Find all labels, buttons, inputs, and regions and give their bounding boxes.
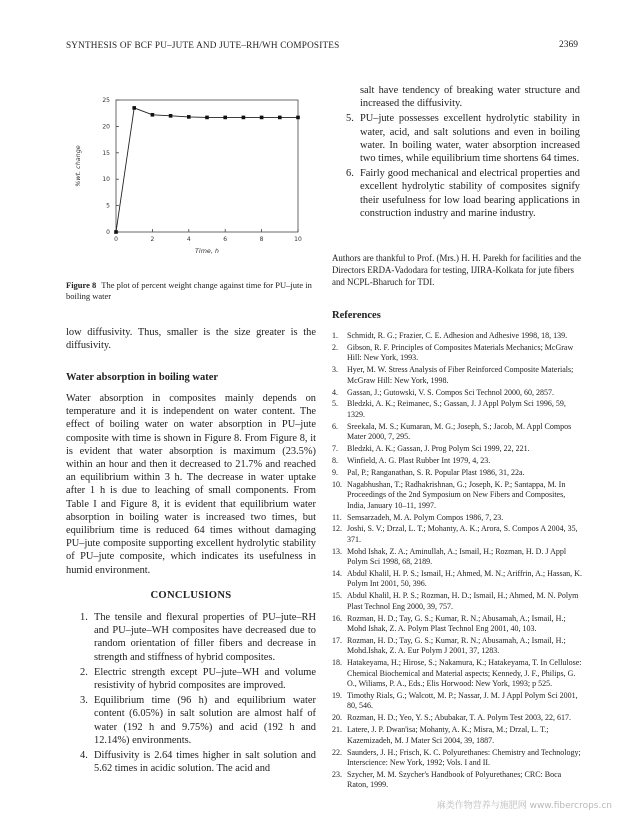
reference-item [332, 343, 582, 364]
running-title: SYNTHESIS OF BCF PU–JUTE AND JUTE–RH/WH COMPOSITES [66, 40, 340, 50]
reference-text: Semsarzadeh, M. A. Polym Compos 1986, 7, 23. [347, 512, 504, 522]
watermark-text: 麻类作物营养与施肥网 www.fibercrops.cn [436, 801, 612, 811]
reference-number: 2. [332, 342, 338, 352]
conclusion-number: 2. [80, 666, 88, 678]
figure-caption-text: The plot of percent weight change against time for PU–jute in boiling water [66, 280, 312, 301]
x-tick-label: 6 [223, 236, 228, 243]
references-heading: References [332, 310, 381, 321]
data-point [223, 116, 227, 120]
conclusion-number: 3. [80, 695, 88, 707]
reference-number: 20. [332, 713, 342, 723]
reference-text: Joshi, S. V.; Drzal, L. T.; Mohanty, A. K.; Arora, S. Compos A 2004, 35, 371. [347, 524, 578, 544]
reference-item [332, 591, 582, 612]
reference-text: Latere, J. P. Dwan'isa; Mohanty, A. K.; Misra, M.; Drzal, L. T.; Kazemizadeh, M. J Mater Sci 2004, 39, 1887. [347, 725, 549, 745]
conclusion-item [66, 611, 316, 664]
conclusion-item [332, 112, 580, 165]
reference-item [332, 636, 582, 657]
reference-number: 16. [332, 613, 342, 623]
reference-number: 7. [332, 444, 338, 454]
reference-item [332, 456, 582, 466]
reference-item [332, 524, 582, 545]
data-point [242, 116, 246, 120]
reference-number: 21. [332, 725, 342, 735]
y-tick-label: 10 [102, 176, 110, 184]
reference-number: 10. [332, 479, 342, 489]
reference-item [332, 658, 582, 689]
plot-frame [116, 100, 298, 232]
conclusion-number: 1. [80, 612, 88, 623]
reference-text: Rozman, H. D.; Yeo, Y. S.; Abubakar, T. A. Polym Test 2003, 22, 617. [347, 713, 572, 723]
conclusion-text: Equilibrium time (96 h) and equilibrium water content (6.05%) in salt solution are almost half of water (192 h and 9.75%) and acid (192 h and 12.14%) environments. [94, 695, 316, 746]
reference-number: 17. [332, 635, 342, 645]
reference-text: Winfield, A. G. Plast Rubber Int 1979, 4, 23. [347, 455, 491, 465]
reference-item [332, 748, 582, 769]
reference-text: Szycher, M. M. Szycher's Handbook of Polyurethanes; CRC: Boca Raton, 1999. [347, 769, 562, 790]
figure-caption-label: Figure 8 [66, 280, 97, 290]
reference-item [332, 480, 582, 511]
conclusion-number: 6. [346, 168, 354, 180]
reference-item [332, 725, 582, 746]
body-paragraph-boiling-water: Water absorption in composites mainly depends on temperature and it is independent on water content. The effect of boiling water on water absorption in PU–jute composite with time is shown in Figure 8. From Figure 8, it is evident that water absorption is maximum (23.5%) within an hour and then it decreased to 21.7% and reached an equilibrium within 3 h. The decrease in water uptake after 1 h is due to leaching of small components. From Table I and Figure 8, it is evident that equilibrium water absorption in boiling water is increased two times, but equilibrium time is reduced 64 times without damaging PU–jute composite supporting excellent hydrolytic stability of PU–jute composite, which indicates its usefulness in humid environment. [66, 393, 316, 576]
reference-number: 22. [332, 747, 342, 757]
reference-item [332, 569, 582, 590]
reference-number: 3. [332, 365, 338, 375]
conclusion-text: salt have tendency of breaking water structure and increased the diffusivity. [360, 85, 580, 110]
reference-text: Abdul Khalil, H. P. S.; Rozman, H. D.; Ismail, H.; Ahmed, M. N. Polym Plast Technol Eng 2000, 39, 757. [347, 591, 579, 611]
reference-number: 14. [332, 569, 342, 579]
reference-number: 1. [332, 331, 338, 340]
running-header [66, 40, 578, 54]
section-heading-boiling-water: Water absorption in boiling water [66, 372, 219, 383]
reference-text: Pal, P.; Ranganathan, S. R. Popular Plast 1986, 31, 22a. [347, 467, 525, 477]
reference-text: Saunders, J. H.; Frisch, K. C. Polyurethanes: Chemistry and Technology; Interscience: New York, 1992; Vols. I and II. [347, 747, 581, 767]
reference-item [332, 444, 582, 454]
reference-text: Bledzki, A. K.; Gassan, J. Prog Polym Sci 1999, 22, 221. [347, 444, 530, 454]
reference-item [332, 770, 582, 791]
conclusion-text: PU–jute possesses excellent hydrolytic stability in water, acid, and salt solutions and even in boiling water. In boiling water, water absorption increased two times, while equilibrium time shortens 64 times. [360, 113, 580, 165]
data-point [260, 116, 264, 120]
series-line [116, 108, 298, 232]
reference-item [332, 513, 582, 523]
x-tick-label: 8 [259, 236, 264, 243]
reference-number: 18. [332, 658, 342, 668]
conclusions-continued-list [332, 84, 580, 222]
conclusion-text: Electric strength except PU–jute–WH and volume resistivity of hybrid composites are improved. [94, 666, 316, 692]
reference-item [332, 713, 582, 723]
reference-number: 8. [332, 455, 338, 465]
data-point [187, 115, 191, 119]
reference-text: Timothy Rials, G.; Walcott, M. P.; Nassar, J. M. J Appl Polym Sci 2001, 80, 546. [347, 691, 578, 711]
data-point [296, 116, 300, 120]
y-tick-label: 0 [106, 229, 110, 236]
conclusion-item [66, 749, 316, 775]
conclusion-item [332, 84, 580, 110]
reference-text: Sreekala, M. S.; Kumaran, M. G.; Joseph, S.; Jacob, M. Appl Compos Mater 2000, 7, 295. [347, 421, 572, 442]
reference-item [332, 331, 582, 341]
reference-text: Gibson, R. F. Principles of Composites Materials Mechanics; McGraw Hill: New York, 1993. [347, 342, 574, 363]
reference-number: 5. [332, 399, 338, 409]
data-point [151, 113, 155, 117]
reference-item [332, 614, 582, 635]
reference-item [332, 388, 582, 398]
data-point [114, 230, 118, 234]
figure-caption [66, 280, 316, 302]
reference-text: Bledzki, A. K.; Reimanec, S.; Gassan, J. J Appl Polym Sci 1996, 59, 1329. [347, 399, 566, 419]
data-point [169, 114, 173, 118]
reference-number: 6. [332, 421, 338, 431]
page-number: 2369 [559, 40, 578, 50]
x-tick-label: 4 [186, 236, 191, 243]
reference-text: Schmidt, R. G.; Frazier, C. E. Adhesion and Adhesive 1998, 18, 139. [347, 331, 568, 340]
reference-item [332, 468, 582, 478]
reference-number: 13. [332, 546, 342, 556]
x-axis-label: Time, h [195, 247, 219, 255]
reference-text: Mohd Ishak, Z. A.; Aminullah, A.; Ismail, H.; Rozman, H. D. J Appl Polym Sci 1998, 68, 2189. [347, 546, 567, 567]
x-tick-label: 0 [114, 236, 118, 243]
figure-8-chart [66, 86, 314, 272]
data-point [278, 116, 282, 120]
reference-number: 11. [332, 512, 342, 522]
conclusions-list [66, 611, 316, 777]
reference-number: 4. [332, 387, 338, 397]
reference-text: Abdul Khalil, H. P. S.; Ismail, H.; Ahmed, M. N.; Ariffrin, A.; Hassan, K. Polym Int 2001, 50, 396. [347, 569, 582, 589]
y-tick-label: 25 [102, 97, 110, 104]
reference-number: 15. [332, 591, 342, 601]
reference-item [332, 422, 582, 443]
conclusion-item [332, 167, 580, 220]
data-point [132, 106, 136, 110]
acknowledgement-paragraph: Authors are thankful to Prof. (Mrs.) H. H. Parekh for facilities and the Directors ERDA-Vadodara for testing, IJIRA-Kolkata for jute fibers and NCPL-Bharuch for TDI. [332, 253, 581, 287]
y-tick-label: 15 [102, 149, 110, 157]
y-axis-label: %wt. change [74, 145, 82, 187]
reference-item [332, 547, 582, 568]
reference-number: 23. [332, 769, 342, 779]
conclusion-text: Fairly good mechanical and electrical properties and excellent hydrolytic stability of composites signify their usefulness for low load bearing applications in construction industry and marine industry. [360, 168, 580, 219]
y-tick-label: 20 [102, 123, 110, 131]
reference-item [332, 365, 582, 386]
reference-text: Hatakeyama, H.; Hirose, S.; Nakamura, K.; Hatakeyama, T. In Cellulose: Chemical Biochemical and Material aspects; Kennedy, J. F., Philips, G. O., Wiliams, P. A., Eds.; Elis Horwood: New York, 1993; p 525. [347, 658, 582, 689]
conclusion-text: Diffusivity is 2.64 times higher in salt solution and 5.62 times in acidic solution. The acid and [94, 750, 316, 775]
x-tick-label: 2 [150, 236, 155, 243]
conclusion-text: The tensile and flexural properties of PU–jute–RH and PU–jute–WH composites have decreased due to random orientation of filler fibers and decrease in strength and stiffness of hybrid composites. [94, 612, 316, 663]
reference-text: Rozman, H. D.; Tay, G. S.; Kumar, R. N.; Abusamah, A.; Ismail, H.; Mohd.Ishak, Z. A. Eur Polym J 2001, 37, 1283. [347, 635, 566, 656]
conclusion-item [66, 694, 316, 747]
reference-item [332, 399, 582, 420]
data-point [205, 116, 209, 120]
reference-number: 9. [332, 467, 338, 477]
conclusions-heading: CONCLUSIONS [150, 590, 232, 601]
conclusion-item [66, 666, 316, 692]
reference-number: 19. [332, 691, 342, 700]
conclusion-number: 5. [346, 113, 354, 125]
y-tick-label: 5 [106, 202, 110, 210]
references-list [332, 331, 582, 792]
reference-number: 12. [332, 524, 342, 534]
x-tick-label: 10 [294, 236, 302, 243]
reference-text: Rozman, H. D.; Tay, G. S.; Kumar, R. N.; Abusamah, A.; Ismail, H.; Mohd Ishak, Z. A. Polym Plast Technol Eng 2001, 40, 103. [347, 613, 566, 634]
reference-text: Gassan, J.; Gutowski, V. S. Compos Sci Technol 2000, 60, 2857. [347, 387, 555, 397]
chart-svg [66, 86, 314, 272]
reference-text: Nagabhushan, T.; Radhakrishnan, G.; Joseph, K. P.; Santappa, M. In Proceedings of the 2nd Symposium on New Fibers and Composites, India, January 10–11, 1997. [347, 479, 566, 510]
body-paragraph-diffusivity: low diffusivity. Thus, smaller is the size greater is the diffusivity. [66, 327, 316, 352]
reference-item [332, 691, 582, 712]
conclusion-number: 4. [80, 750, 88, 762]
reference-text: Hyer, M. W. Stress Analysis of Fiber Reinforced Composite Materials; McGraw Hill: New York, 1998. [347, 365, 574, 385]
